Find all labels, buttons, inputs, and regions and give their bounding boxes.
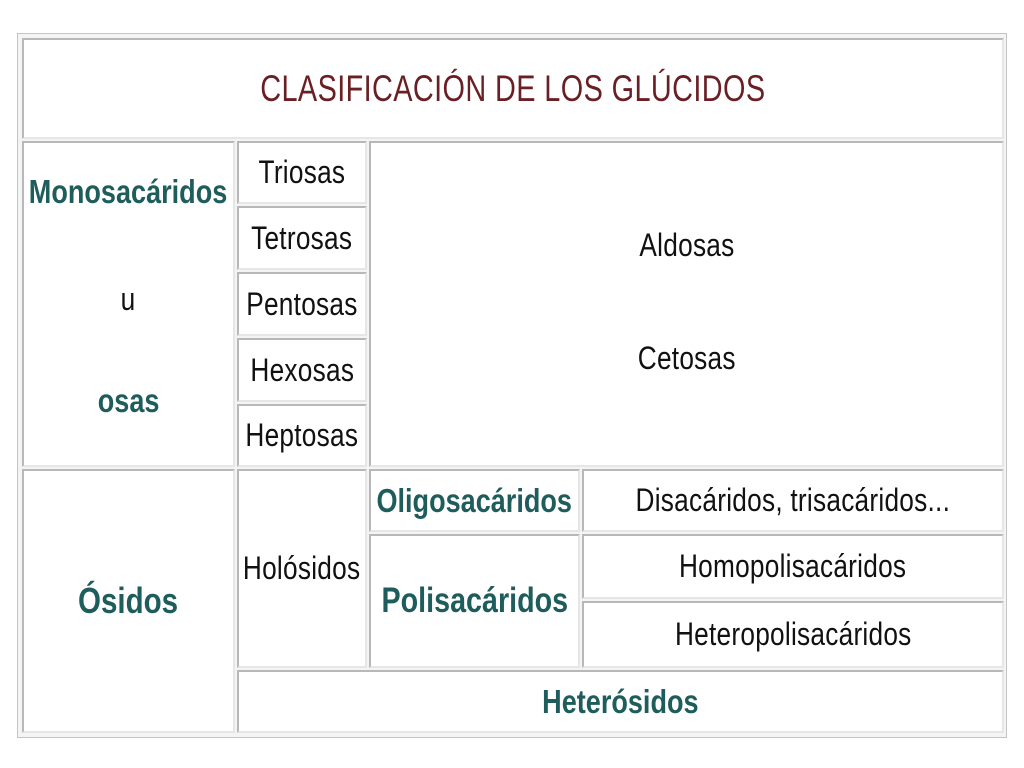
- page-title: CLASIFICACIÓN DE LOS GLÚCIDOS: [260, 67, 766, 109]
- heteropolisacaridos-label: Heteropolisacáridos: [674, 616, 912, 652]
- holosidos-cell: [237, 469, 367, 668]
- monosacaridos-cell: [22, 141, 235, 467]
- type-hexosas: Hexosas: [237, 338, 367, 402]
- homopolisacaridos-cell: [582, 534, 1004, 599]
- oligosacaridos-label: Oligosacáridos: [376, 481, 573, 519]
- heterosidos-cell: [237, 670, 1004, 733]
- cetosas-label: Cetosas: [637, 340, 736, 376]
- aldosas-label: Aldosas: [638, 227, 735, 263]
- classification-table: [17, 33, 1007, 738]
- holosidos-label: Holósidos: [243, 550, 361, 586]
- oligosacaridos-cell: [369, 469, 580, 532]
- aldosas-cetosas-cell: [369, 141, 1004, 467]
- heteropolisacaridos-cell: [582, 601, 1004, 668]
- type-tetrosas: Tetrosas: [237, 206, 367, 270]
- heterosidos-label: Heterósidos: [542, 682, 699, 720]
- osas-label: osas: [97, 382, 160, 419]
- type-pentosas: Pentosas: [237, 272, 367, 336]
- oligosacaridos-examples-cell: [582, 469, 1004, 532]
- polisacaridos-cell: [369, 534, 580, 668]
- osidos-label: Ósidos: [78, 580, 179, 621]
- monosacaridos-label: Monosacáridos: [29, 173, 228, 210]
- osidos-cell: [22, 469, 235, 733]
- conjunction-text: u: [121, 281, 136, 317]
- homopolisacaridos-label: Homopolisacáridos: [679, 548, 907, 584]
- oligosacaridos-examples: Disacáridos, trisacáridos...: [635, 482, 951, 518]
- type-triosas: Triosas: [237, 141, 367, 204]
- title-cell: [22, 38, 1004, 139]
- type-heptosas: Heptosas: [237, 404, 367, 467]
- polisacaridos-label: Polisacáridos: [381, 581, 568, 620]
